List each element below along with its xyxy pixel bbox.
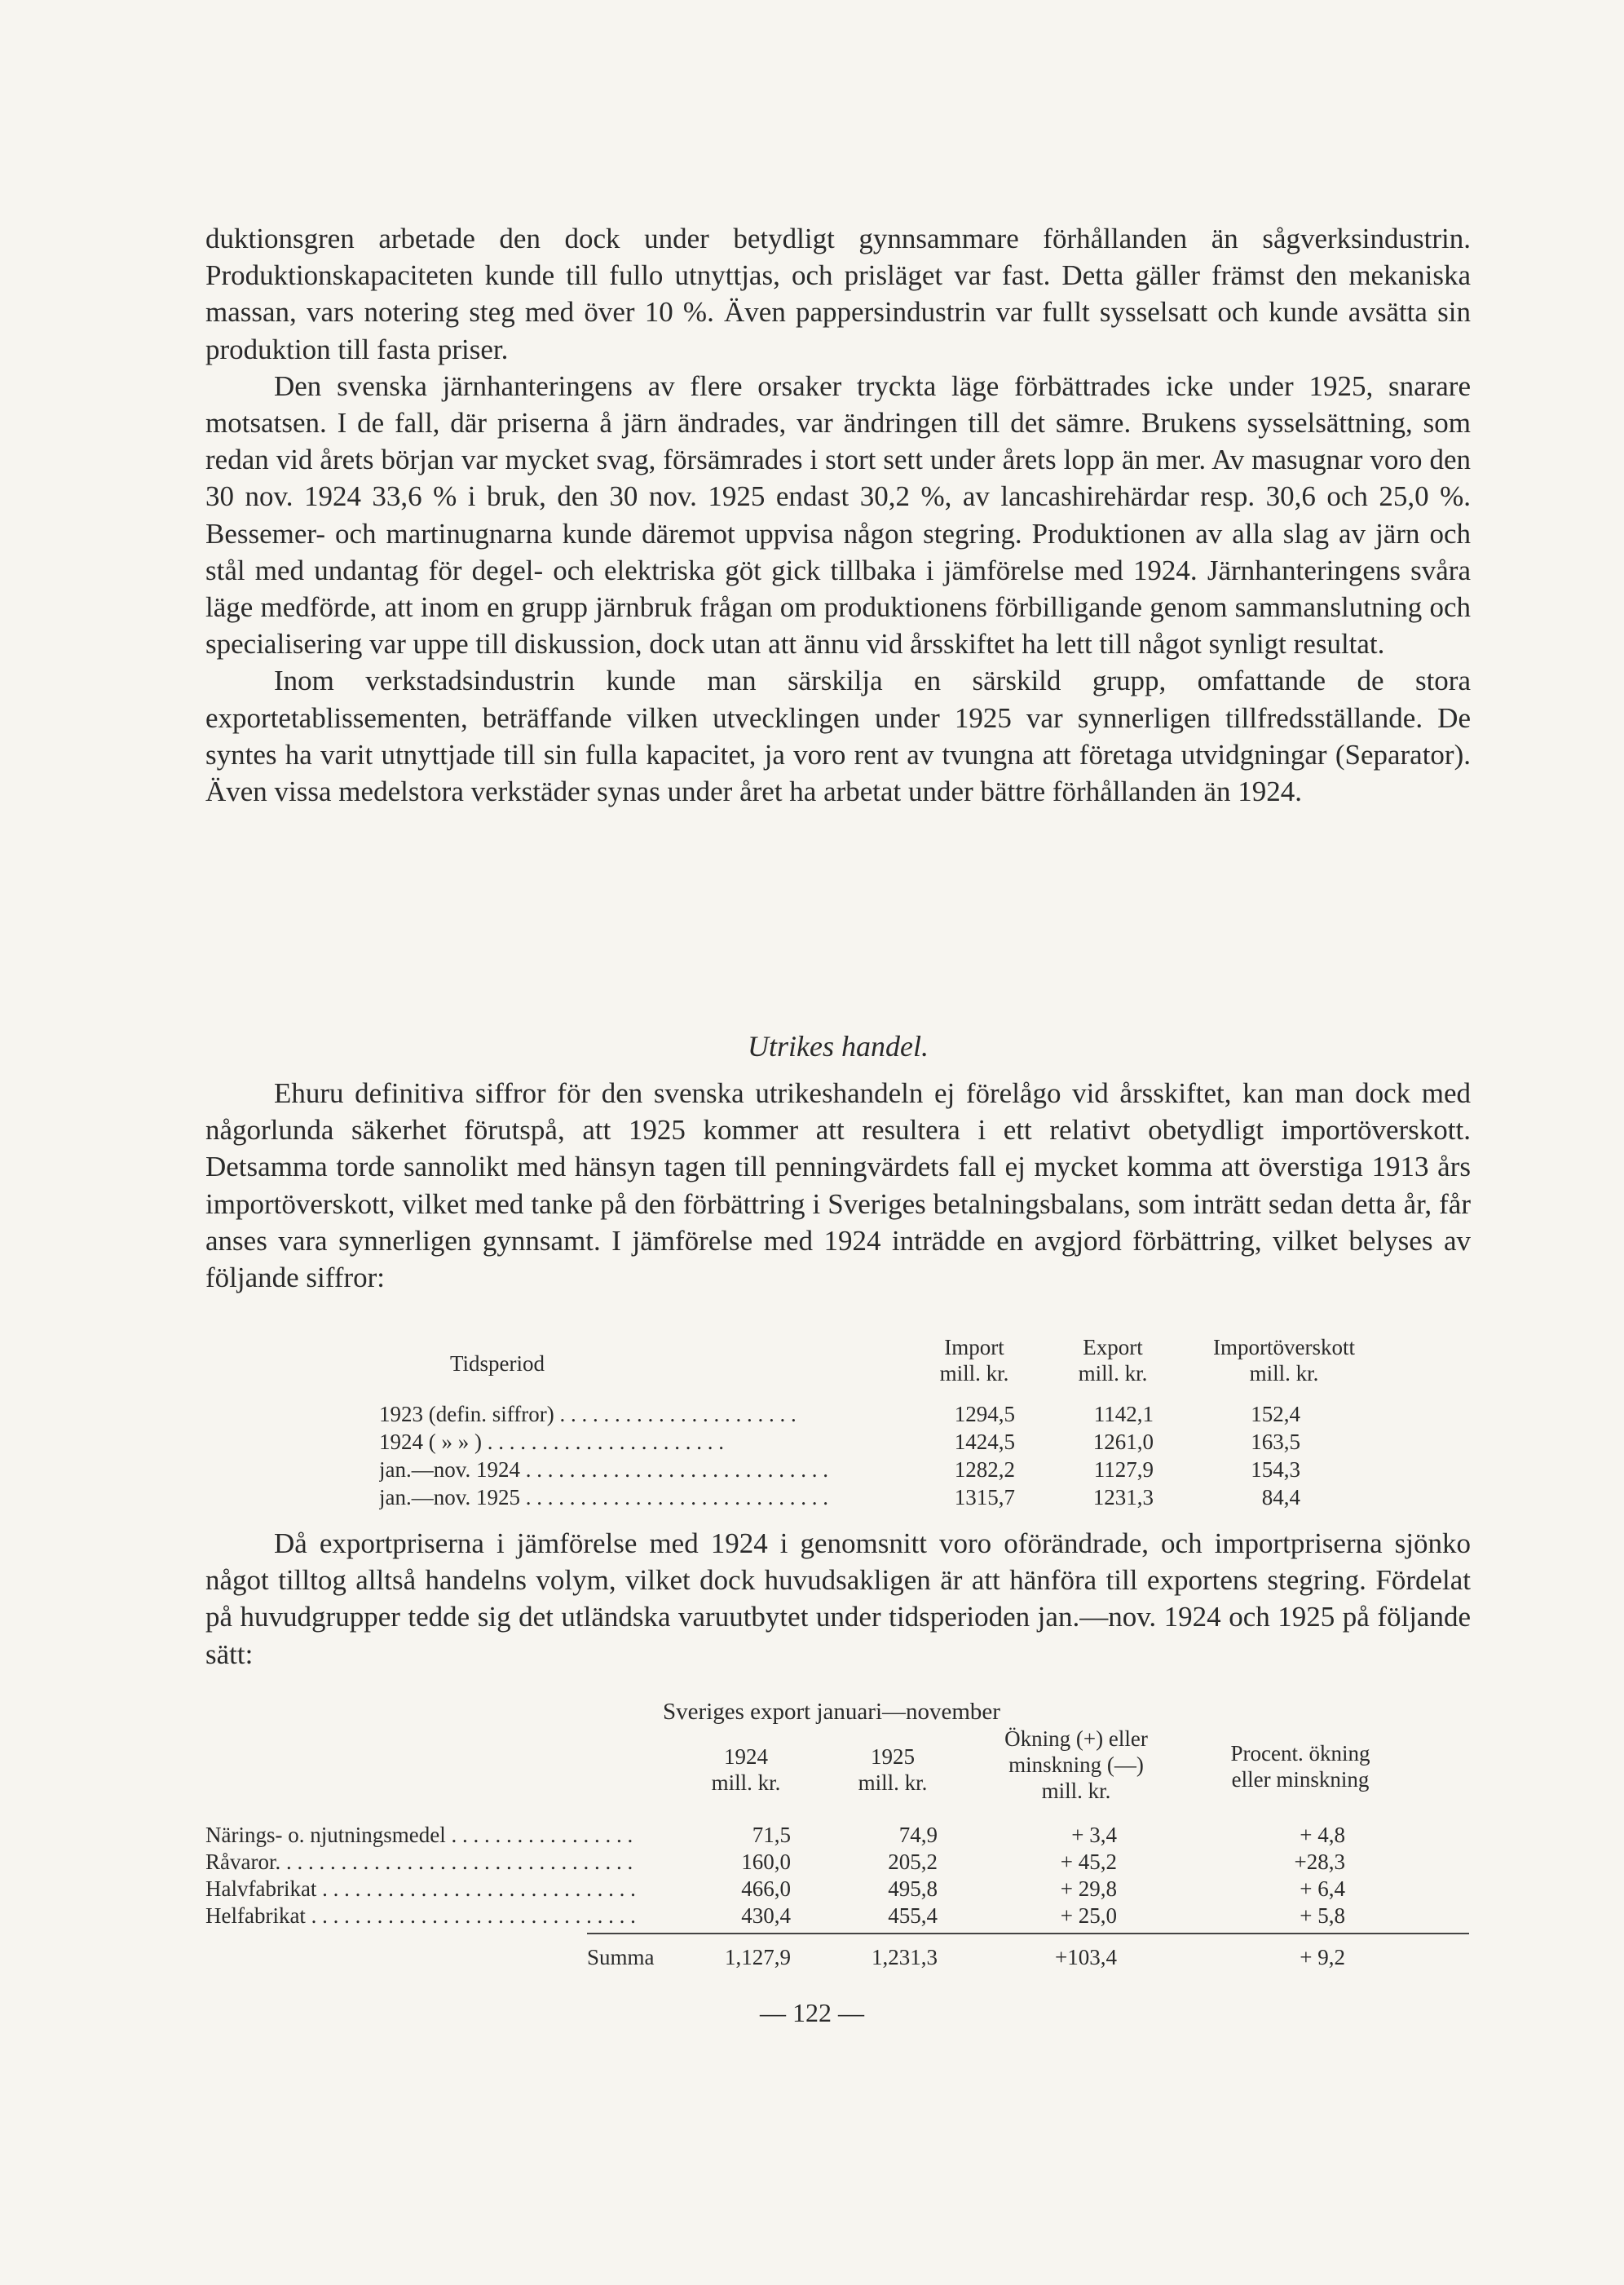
column-header-export: Export mill. kr. <box>1078 1335 1148 1386</box>
body-text-top <box>205 220 1471 810</box>
page-number: — 122 — <box>760 1998 864 2027</box>
column-header-percent: Procent. ökning eller minskning <box>1230 1741 1370 1792</box>
paragraph-foreign-trade: Ehuru definitiva siffror för den svenska utrikeshandeln ej förelågo vid årsskiftet, kan man dock med någorlunda säkerhet förutspå, att 1925 kommer att resultera i ett relativt obetydligt importöverskott. Detsamma torde sannolikt med hänsyn tagen till penningvärdets fall ej mycket komma att överstiga 1913 års importöverskott, vilket med tanke på den förbättring i Sveriges betalningsbalans, som inträtt sedan detta år, får anses vara synnerligen gynnsamt. I jämförelse med 1924 inträdde en avgjord förbättring, vilket belyses av följande siffror: <box>205 1077 1471 1294</box>
paragraph-engineering-industry: Inom verkstadsindustrin kunde man särskilja en särskild grupp, omfattande de stora exportetablissementen, beträffande vilken utvecklingen under 1925 var synnerligen tillfredsställande. De syntes ha varit utnyttjade till sin fulla kapacitet, ja voro rent av tvungna att företaga utvidgningar (Separator). Även vissa medelstora verkstäder synas under året ha arbetat under bättre förhållanden än 1924. <box>205 665 1471 808</box>
paragraph-iron-industry: Den svenska järnhanteringens av flere orsaker tryckta läge förbättrades icke under 1925, snarare motsatsen. I de fall, där priserna å järn ändrades, var ändringen till det sämre. Brukens sysselsättning, som redan vid årets början var mycket svag, försämrades i stort sett under årets lopp än mer. Av masugnar voro den 30 nov. 1924 33,6 % i bruk, den 30 nov. 1925 endast 30,2 %, av lancashirehärdar resp. 30,6 och 25,0 %. Bessemer- och martinugnarna kunde däremot uppvisa någon stegring. Produktionen av alla slag av järn och stål med undantag för degel- och elektriska göt gick tillbaka i jämförelse med 1924. Järnhanteringens svåra läge medförde, att inom en grupp järnbruk frågan om produktionens förbilligande genom sammanslutning och specialisering var uppe till diskussion, dock utan att ännu vid årsskiftet ha lett till något synligt resultat. <box>205 369 1471 661</box>
paragraph-export-prices: Då exportpriserna i jämförelse med 1924 i genomsnitt voro oförändrade, och importpriserna sjönko något tilltog alltså handelns volym, vilket dock huvudsakligen är att hänföra till exportens stegring. Fördelat på huvudgrupper tedde sig det utländska varuutbytet under tidsperioden jan.—nov. 1924 och 1925 på följande sätt: <box>205 1527 1471 1670</box>
body-text-trade <box>205 1075 1471 1296</box>
column-header-change: Ökning (+) eller minskning (—) mill. kr. <box>1004 1726 1148 1803</box>
total-rule <box>587 1933 1469 1934</box>
table-title: Sveriges export januari—november <box>663 1699 1000 1725</box>
body-text-export <box>205 1525 1471 1673</box>
column-header-import: Import mill. kr. <box>939 1335 1009 1386</box>
paragraph-paper-industry: duktionsgren arbetade den dock under betydligt gynnsammare förhållanden än sågverksindustrin. Produktionskapaciteten kunde till fullo utnyttjas, och prisläget var fast. Detta gäller främst den mekaniska massan, vars notering steg med över 10 %. Även pappersindustrin var fullt sysselsatt och kunde avsätta sin produktion till fasta priser. <box>205 223 1471 365</box>
section-heading: Utrikes handel. <box>748 1030 929 1063</box>
column-header-1925: 1925 mill. kr. <box>858 1744 928 1795</box>
document-page: duktionsgren arbetade den dock under betydligt gynnsammare förhållanden än sågverksindustrin. Produktionskapaciteten kunde till fullo utnyttjas, och prisläget var fast. Detta gäller främst den mekaniska massan, vars notering steg med över 10 %. Även pappersindustrin var fullt sysselsatt och kunde avsätta sin produktion till fasta priser. Den svenska järnhanteringens av flere orsaker tryckta läge förbättrades icke under 1925, snarare motsatsen. I de fall, där priserna å järn ändrades, var ändringen till det sämre. Brukens sysselsättning, som redan vid årets början var mycket svag, försämrades i stort sett under årets lopp än mer. Av masugnar voro den 30 nov. 1924 33,6 % i bruk, den 30 nov. 1925 endast 30,2 %, av lancashirehärdar resp. 30,6 och 25,0 %. Bessemer- och martinugnarna kunde däremot uppvisa någon stegring. Produktionen av alla slag av järn och stål med undantag för degel- och elektriska göt gick tillbaka i jämförelse med 1924. Järnhanteringens svåra läge medförde, att inom en grupp järnbruk frågan om produktionens förbilligande genom sammanslutning och specialisering var uppe till diskussion, dock utan att ännu vid årsskiftet ha lett till något synligt resultat. Inom verkstadsindustrin kunde man särskilja en särskild grupp, omfattande de stora exportetablissementen, beträffande vilken utvecklingen under 1925 var synnerligen tillfredsställande. De syntes ha varit utnyttjade till sin fulla kapacitet, ja voro rent av tvungna att företaga utvidgningar (Separator). Även vissa medelstora verkstäder synas under året ha arbetat under bättre förhållanden än 1924. Utrikes handel. Ehuru definitiva siffror för den svenska utrikeshandeln ej förelågo vid årsskiftet, kan man dock med någorlunda säkerhet förutspå, att 1925 kommer att resultera i ett relativt obetydligt importöverskott. Detsamma torde sannolikt med hänsyn tagen till penningvärdets fall ej mycket komma att överstiga 1913 års importöverskott, vilket med tanke på den förbättring i Sveriges betalningsbalans, som inträtt sedan detta år, får anses vara synnerligen gynnsamt. I jämförelse med 1924 inträdde en avgjord förbättring, vilket belyses av följande siffror: Tidsperiod Import mill. kr. Export mill. kr. Importöverskott mill. kr. 1923 (defin. siffror) . . . . . . . . . . . . . . . . . . . . . . 1294,5 1142,1 152,4 1924 ( » » ) . . . . . . . . . . . . . . . . . . . . . . 1424,5 1261,0 163,5 jan.—nov. 1924 . . . . . . . . . . . . . . . . . . . . . . . . . . . . 1282,2 1127,9 154,3 jan.—nov. 1925 . . . . . . . . . . . . . . . . . . . . . . . . . . . . 1315,7 1231,3 84,4 Då exportpriserna i jämförelse med 1924 i genomsnitt voro oförändrade, och importpriserna sjönko något tilltog alltså handelns volym, vilket dock huvudsakligen är att hänföra till exportens stegring. Fördelat på huvudgrupper tedde sig det utländska varuutbytet under tidsperioden jan.—nov. 1924 och 1925 på följande sätt: Sveriges export januari—november 1924 mill. kr. 1925 mill. kr. Ökning (+) eller minskning (—) mill. kr. Procent. ökning eller minskning Närings- o. njutningsmedel . . . . . . . . . . . . . . . . . 71,5 74,9 + 3,4 + 4,8 Råvaror. . . . . . . . . . . . . . . . . . . . . . . . . . . . . . . . . 160,0 205,2 + 45,2 +28,3 Halvfabrikat . . . . . . . . . . . . . . . . . . . . . . . . . . . . . 466,0 495,8 + 29,8 + 6,4 Helfabrikat . . . . . . . . . . . . . . . . . . . . . . . . . . . . . . 430,4 455,4 + 25,0 + 5,8 Summa 1,127,9 1,231,3 +103,4 + 9,2 — 122 — <box>0 0 1624 2285</box>
column-header-import-surplus: Importöverskott mill. kr. <box>1213 1335 1355 1386</box>
column-header-1924: 1924 mill. kr. <box>711 1744 781 1795</box>
column-header-period: Tidsperiod <box>449 1351 545 1376</box>
